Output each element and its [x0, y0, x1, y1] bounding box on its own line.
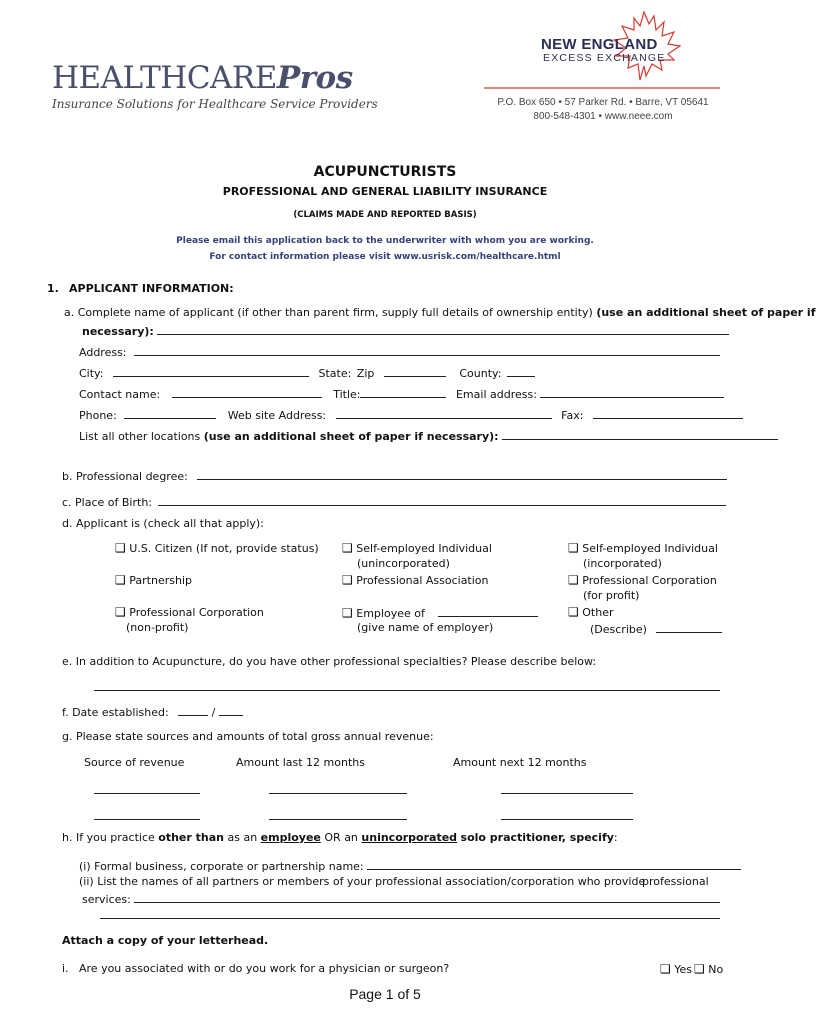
question-g: g. Please state sources and amounts of total gross annual revenue: — [62, 730, 434, 743]
contact-row: Contact name: Title: Email address: — [79, 386, 724, 401]
partner-address-block — [485, 96, 721, 124]
page-number: Page 1 of 5 — [349, 986, 421, 1002]
employer-field[interactable] — [438, 605, 538, 617]
coverage-basis: (CLAIMS MADE AND REPORTED BASIS) — [293, 210, 477, 220]
city-field[interactable] — [113, 365, 309, 377]
date-year-field[interactable] — [219, 704, 243, 716]
specialties-field[interactable] — [94, 679, 720, 691]
locations-row: List all other locations (use an additional sheet of paper if necessary): — [79, 428, 778, 443]
checkbox-icon[interactable]: ❑ — [568, 605, 579, 619]
other-describe-field[interactable] — [656, 621, 722, 633]
checkbox-self-incorporated[interactable]: ❑ Self-employed Individual — [568, 541, 718, 555]
zip-field[interactable] — [384, 365, 446, 377]
business-name-field[interactable] — [367, 858, 741, 870]
checkbox-icon[interactable]: ❑ — [342, 606, 353, 620]
partner-contact: 800-548-4301 • www.neee.com — [533, 111, 673, 122]
contact-note: For contact information please visit www.usrisk.com/healthcare.html — [209, 252, 561, 262]
partner-address: P.O. Box 650 • 57 Parker Rd. • Barre, VT 05641 — [497, 97, 709, 108]
website-field[interactable] — [336, 407, 552, 419]
applicant-name-field[interactable] — [157, 323, 729, 335]
degree-field[interactable] — [197, 468, 727, 480]
revenue-next-field[interactable] — [501, 782, 633, 794]
checkbox-icon[interactable]: ❑ — [660, 962, 671, 976]
services-field[interactable] — [134, 891, 720, 903]
question-i: Are you associated with or do you work for a physician or surgeon? — [79, 962, 450, 975]
revenue-last-field[interactable] — [269, 782, 407, 794]
section-number: 1. — [47, 282, 59, 295]
section-heading: APPLICANT INFORMATION: — [69, 282, 234, 295]
services-row: services: — [82, 891, 720, 906]
address-field[interactable] — [134, 344, 720, 356]
question-a-line2: necessary): — [82, 323, 729, 338]
checkbox-icon[interactable]: ❑ — [115, 605, 126, 619]
checkbox-prof-corp-profit[interactable]: ❑ Professional Corporation — [568, 573, 717, 587]
revenue-col-source: Source of revenue — [84, 756, 185, 769]
revenue-next-field[interactable] — [501, 808, 633, 820]
checkbox-label-sub: (for profit) — [583, 589, 640, 602]
checkbox-label-sub: (non-profit) — [126, 621, 189, 634]
birthplace-field[interactable] — [158, 494, 726, 506]
checkbox-citizen[interactable]: ❑ U.S. Citizen (If not, provide status) — [115, 541, 319, 555]
contact-name-field[interactable] — [172, 386, 322, 398]
checkbox-icon[interactable]: ❑ — [115, 573, 126, 587]
checkbox-icon[interactable]: ❑ — [568, 573, 579, 587]
phone-row: Phone: Web site Address: Fax: — [79, 407, 743, 422]
revenue-col-next: Amount next 12 months — [453, 756, 587, 769]
question-h-i: (i) Formal business, corporate or partnership name: — [79, 858, 741, 873]
checkbox-icon[interactable]: ❑ — [342, 573, 353, 587]
page-title: ACUPUNCTURISTS — [313, 164, 457, 180]
question-f: f. Date established: / — [62, 704, 243, 719]
checkbox-no[interactable]: ❑ No — [694, 962, 724, 976]
date-month-field[interactable] — [178, 704, 208, 716]
checkbox-partnership[interactable]: ❑ Partnership — [115, 573, 192, 587]
partner-subname: EXCESS EXCHANGE — [543, 52, 666, 64]
checkbox-icon[interactable]: ❑ — [568, 541, 579, 555]
other-describe-row: (Describe) — [590, 621, 722, 636]
locations-field[interactable] — [502, 428, 778, 440]
city-row: City: State: Zip County: — [79, 365, 535, 380]
healthcarepros-logo: HEALTHCAREPros — [52, 60, 353, 96]
checkbox-self-unincorporated[interactable]: ❑ Self-employed Individual — [342, 541, 492, 555]
question-e: e. In addition to Acupuncture, do you have other professional specialties? Please describe below: — [62, 655, 597, 668]
checkbox-icon[interactable]: ❑ — [694, 962, 705, 976]
phone-field[interactable] — [124, 407, 216, 419]
partner-name: NEW ENGLAND — [541, 36, 658, 53]
question-c: c. Place of Birth: — [62, 494, 726, 509]
instruction-note: Please email this application back to the underwriter with whom you are working. — [176, 236, 594, 246]
revenue-col-last: Amount last 12 months — [236, 756, 365, 769]
address-row: Address: — [79, 344, 720, 359]
revenue-source-field[interactable] — [94, 782, 200, 794]
letterhead-note: Attach a copy of your letterhead. — [62, 934, 269, 947]
services-field-2[interactable] — [100, 907, 720, 919]
question-a-text: a. Complete name of applicant (if other than parent firm, supply full details of ownership entity) — [64, 306, 593, 319]
checkbox-yes[interactable]: ❑ Yes — [660, 962, 693, 976]
checkbox-label-sub: (unincorporated) — [357, 557, 450, 570]
checkbox-prof-corp-nonprofit[interactable]: ❑ Professional Corporation — [115, 605, 264, 619]
checkbox-employee-of[interactable]: ❑ Employee of — [342, 605, 538, 620]
page-subtitle: PROFESSIONAL AND GENERAL LIABILITY INSURANCE — [222, 185, 548, 198]
question-d: d. Applicant is (check all that apply): — [62, 517, 264, 530]
question-a — [64, 306, 816, 319]
logo-tagline: Insurance Solutions for Healthcare Service Providers — [52, 97, 378, 111]
question-h: h. If you practice other than as an employee OR an unincorporated solo practitioner, specify: — [62, 831, 618, 844]
question-b: b. Professional degree: — [62, 468, 727, 483]
checkbox-label-sub: (give name of employer) — [357, 621, 494, 634]
checkbox-label-sub: (incorporated) — [583, 557, 662, 570]
question-i-number: i. — [62, 962, 69, 975]
question-h-ii-right: professional — [642, 875, 709, 888]
email-field[interactable] — [540, 386, 724, 398]
checkbox-other[interactable]: ❑ Other — [568, 605, 614, 619]
checkbox-icon[interactable]: ❑ — [115, 541, 126, 555]
fax-field[interactable] — [593, 407, 743, 419]
checkbox-icon[interactable]: ❑ — [342, 541, 353, 555]
checkbox-prof-association[interactable]: ❑ Professional Association — [342, 573, 489, 587]
question-a-note: (use an additional sheet of paper if — [596, 306, 816, 319]
revenue-source-field[interactable] — [94, 808, 200, 820]
title-field[interactable] — [360, 386, 446, 398]
question-h-ii: (ii) List the names of all partners or members of your professional association/corporation who provide — [79, 875, 646, 888]
revenue-last-field[interactable] — [269, 808, 407, 820]
county-field[interactable] — [507, 365, 535, 377]
